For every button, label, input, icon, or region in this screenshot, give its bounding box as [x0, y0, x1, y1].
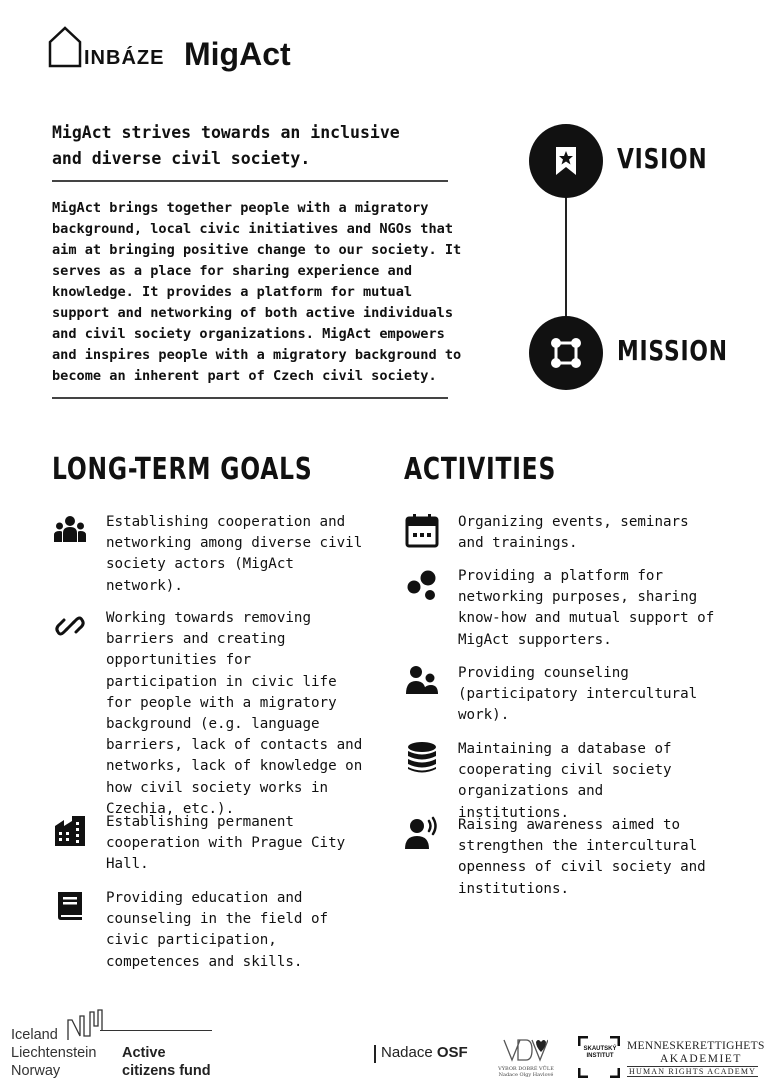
vdv-logo-icon	[502, 1038, 548, 1064]
list-item	[52, 608, 364, 820]
acf-line1: Active	[122, 1045, 166, 1061]
eea-countries	[11, 1026, 96, 1080]
mission-label: MISSION	[617, 334, 728, 367]
database-icon	[404, 739, 440, 775]
bubbles-icon	[404, 566, 440, 602]
goal-text: Working towards removing barriers and creating opportunities for participation in civic life for people with a migratory background (e.g. language barriers, lack of contacts and networks, lack of knowledge on how civil society works in Czechia, etc.).	[106, 610, 363, 817]
skautsky-institut-logo: SKAUTSKÝ INSTITUT	[583, 1046, 617, 1059]
list-item	[404, 512, 718, 554]
list-item	[52, 812, 364, 876]
divider	[374, 1045, 376, 1063]
vision-badge	[529, 124, 603, 198]
vdv-caption: VÝBOR DOBRÉ VŮLE Nadace Olgy Havlové	[498, 1066, 554, 1078]
vision-label: VISION	[617, 142, 708, 175]
mission-badge	[529, 316, 603, 390]
list-item	[404, 815, 718, 900]
divider	[52, 180, 448, 182]
inbaze-house-icon	[48, 26, 82, 68]
country-name: Liechtenstein	[11, 1045, 97, 1061]
network-nodes-icon	[545, 332, 587, 374]
active-citizens-fund-logo	[122, 1044, 211, 1080]
activity-text: Raising awareness aimed to strengthen the intercultural openness of civil society and institutions.	[458, 817, 706, 897]
tagline: MigAct strives towards an inclusive and diverse civil society.	[52, 123, 400, 168]
migact-logo: MigAct	[184, 36, 291, 72]
intro-paragraph: MigAct brings together people with a migratory background, local civic initiatives and NGOs that aim at bringing positive change to our society. It serves as a place for sharing experience and knowledge. It provides a platform for mutual support and networking of both active individuals and civil society organizations. MigAct empowers and inspires people with a migratory background to become an inherent part of Czech civil society.	[52, 200, 462, 384]
list-item	[52, 888, 364, 973]
activities-heading: ACTIVITIES	[404, 452, 557, 487]
list-item	[52, 512, 364, 597]
acf-line2: citizens fund	[122, 1063, 211, 1079]
hra-logo-line2: AKADEMIET	[660, 1053, 742, 1065]
goal-text: Providing education and counseling in the field of civic participation, competences and skills.	[106, 890, 329, 970]
bookmark-star-icon	[546, 141, 586, 181]
people-group-icon	[52, 512, 88, 548]
speaking-person-icon	[404, 815, 440, 851]
country-name: Iceland	[11, 1027, 58, 1043]
divider	[100, 1030, 212, 1031]
list-item	[404, 566, 718, 651]
activity-text: Organizing events, seminars and trainings.	[458, 514, 689, 552]
goal-text: Establishing permanent cooperation with Prague City Hall.	[106, 814, 346, 873]
link-icon	[52, 608, 88, 644]
divider	[52, 397, 448, 399]
city-building-icon	[52, 812, 88, 848]
list-item	[404, 663, 718, 727]
activity-text: Providing a platform for networking purposes, sharing know-how and mutual support of MigAct supporters.	[458, 568, 715, 648]
activity-text: Providing counseling (participatory intercultural work).	[458, 665, 698, 724]
goals-heading: LONG-TERM GOALS	[52, 452, 313, 487]
list-item	[404, 739, 718, 824]
inbaze-logo: INBÁZE	[84, 47, 165, 69]
country-name: Norway	[11, 1063, 61, 1079]
activity-text: Maintaining a database of cooperating civil society organizations and institutions.	[458, 741, 672, 821]
nadace-osf-logo: Nadace OSF	[381, 1044, 468, 1061]
user-pair-icon	[404, 663, 440, 699]
hra-logo-line3: HUMAN RIGHTS ACADEMY	[629, 1067, 757, 1076]
calendar-icon	[404, 512, 440, 548]
hra-logo-line1: MENNESKERETTIGHETS	[627, 1040, 765, 1052]
book-icon	[52, 888, 88, 924]
goal-text: Establishing cooperation and networking among diverse civil society actors (MigAct network).	[106, 514, 363, 594]
